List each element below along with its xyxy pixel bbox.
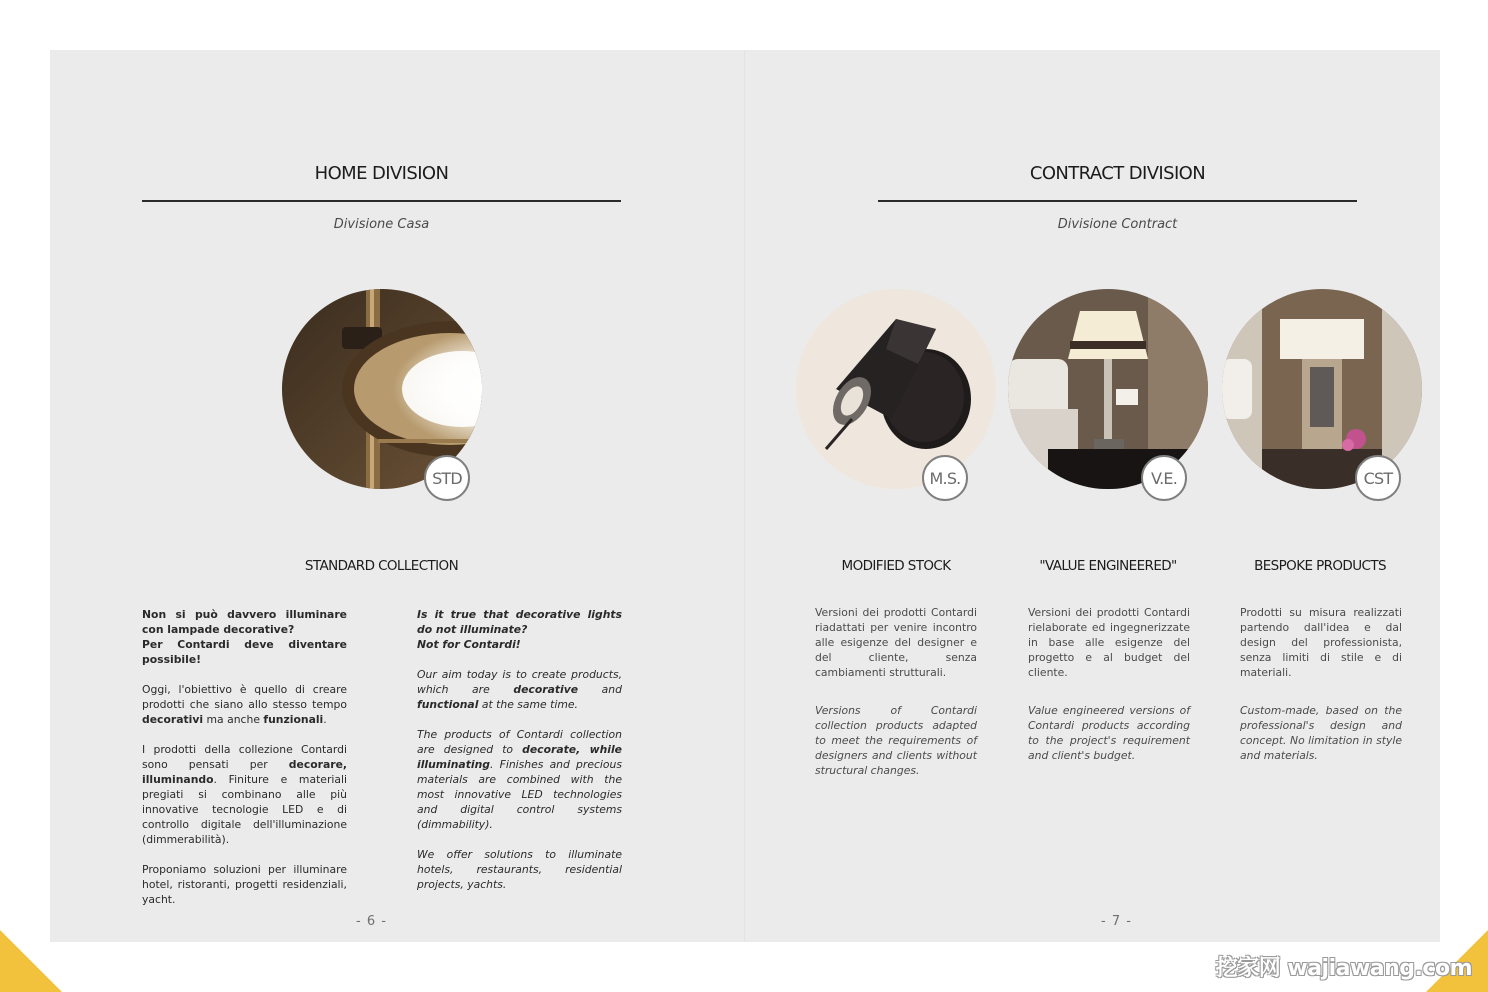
en-paragraph-intro bbox=[417, 607, 622, 652]
en-question: Is it true that decorative lights do not illuminate? bbox=[417, 608, 622, 636]
ve-badge: V.E. bbox=[1141, 455, 1187, 501]
modified-stock-title: MODIFIED STOCK bbox=[841, 558, 951, 574]
ve-english-text: Value engineered versions of Contardi products according to the project's requirement and client's budget. bbox=[1028, 704, 1190, 762]
ms-italian-text: Versioni dei prodotti Contardi riadattati per venire incontro alle esigenze del designer e del cliente, senza cambiamenti strutturali. bbox=[815, 606, 977, 679]
it-question: Non si può davvero illuminare con lampade decorative? bbox=[142, 608, 347, 636]
it-answer: Per Contardi deve diventare possibile! bbox=[142, 638, 347, 666]
english-description bbox=[417, 607, 622, 907]
spotlight-illustration bbox=[796, 289, 996, 489]
std-badge: STD bbox=[424, 455, 470, 501]
italian-description bbox=[142, 607, 347, 922]
title-rule-right bbox=[878, 200, 1357, 202]
watermark: 挖家网 wajiawang.com bbox=[1215, 956, 1472, 981]
en-paragraph-aim: Our aim today is to create products, which are decorative and functional at the same time. bbox=[417, 668, 622, 711]
value-engineered-title: "VALUE ENGINEERED" bbox=[1039, 558, 1177, 574]
en-paragraph-solutions: We offer solutions to illuminate hotels, restaurants, residential projects, yachts. bbox=[417, 848, 622, 891]
contract-division-subtitle: Divisione Contract bbox=[1057, 217, 1178, 232]
page-number-left: - 6 - bbox=[356, 914, 387, 929]
home-division-subtitle: Divisione Casa bbox=[333, 217, 430, 232]
page-number-right: - 7 - bbox=[1101, 914, 1132, 929]
bespoke-products-title: BESPOKE PRODUCTS bbox=[1254, 558, 1386, 574]
cst-italian-text: Prodotti su misura realizzati partendo dall'idea e dal design del professionista, senza limiti di stile e di materiali. bbox=[1240, 606, 1402, 679]
it-paragraph-solutions: Proponiamo soluzioni per illuminare hotel, ristoranti, progetti residenziali, yacht. bbox=[142, 863, 347, 906]
it-paragraph-products: I prodotti della collezione Contardi sono pensati per decorare, illuminando. Finiture e materiali pregiati si combinano alle più innovative tecnologie LED e di controllo digitale dell'illuminazione (dimmerabilità). bbox=[142, 743, 347, 846]
page-divider bbox=[744, 50, 745, 942]
ms-badge: M.S. bbox=[922, 455, 968, 501]
standard-collection-title: STANDARD COLLECTION bbox=[304, 558, 459, 574]
cst-english-text: Custom-made, based on the professional's design and concept. No limitation in style and materials. bbox=[1240, 704, 1402, 762]
cst-badge: CST bbox=[1355, 455, 1401, 501]
it-paragraph-aim: Oggi, l'obiettivo è quello di creare prodotti che siano allo stesso tempo decorativi ma anche funzionali. bbox=[142, 683, 347, 726]
title-rule-left bbox=[142, 200, 621, 202]
en-answer: Not for Contardi! bbox=[417, 638, 521, 651]
ms-lamp-photo bbox=[796, 289, 996, 489]
home-division-title: HOME DIVISION bbox=[314, 163, 449, 184]
corner-accent-left bbox=[0, 930, 62, 992]
en-paragraph-products: The products of Contardi collection are designed to decorate, while illuminating. Finishes and precious materials are combined with the most innovative LED technologies and digital control systems (dimmability). bbox=[417, 728, 622, 831]
it-paragraph-intro bbox=[142, 607, 347, 667]
ms-english-text: Versions of Contardi collection products adapted to meet the requirements of designers and clients without structural changes. bbox=[815, 704, 977, 777]
ve-italian-text: Versioni dei prodotti Contardi rielaborate ed ingegnerizzate in base alle esigenze del progetto e al budget del cliente. bbox=[1028, 606, 1190, 679]
contract-division-title: CONTRACT DIVISION bbox=[1029, 163, 1206, 184]
